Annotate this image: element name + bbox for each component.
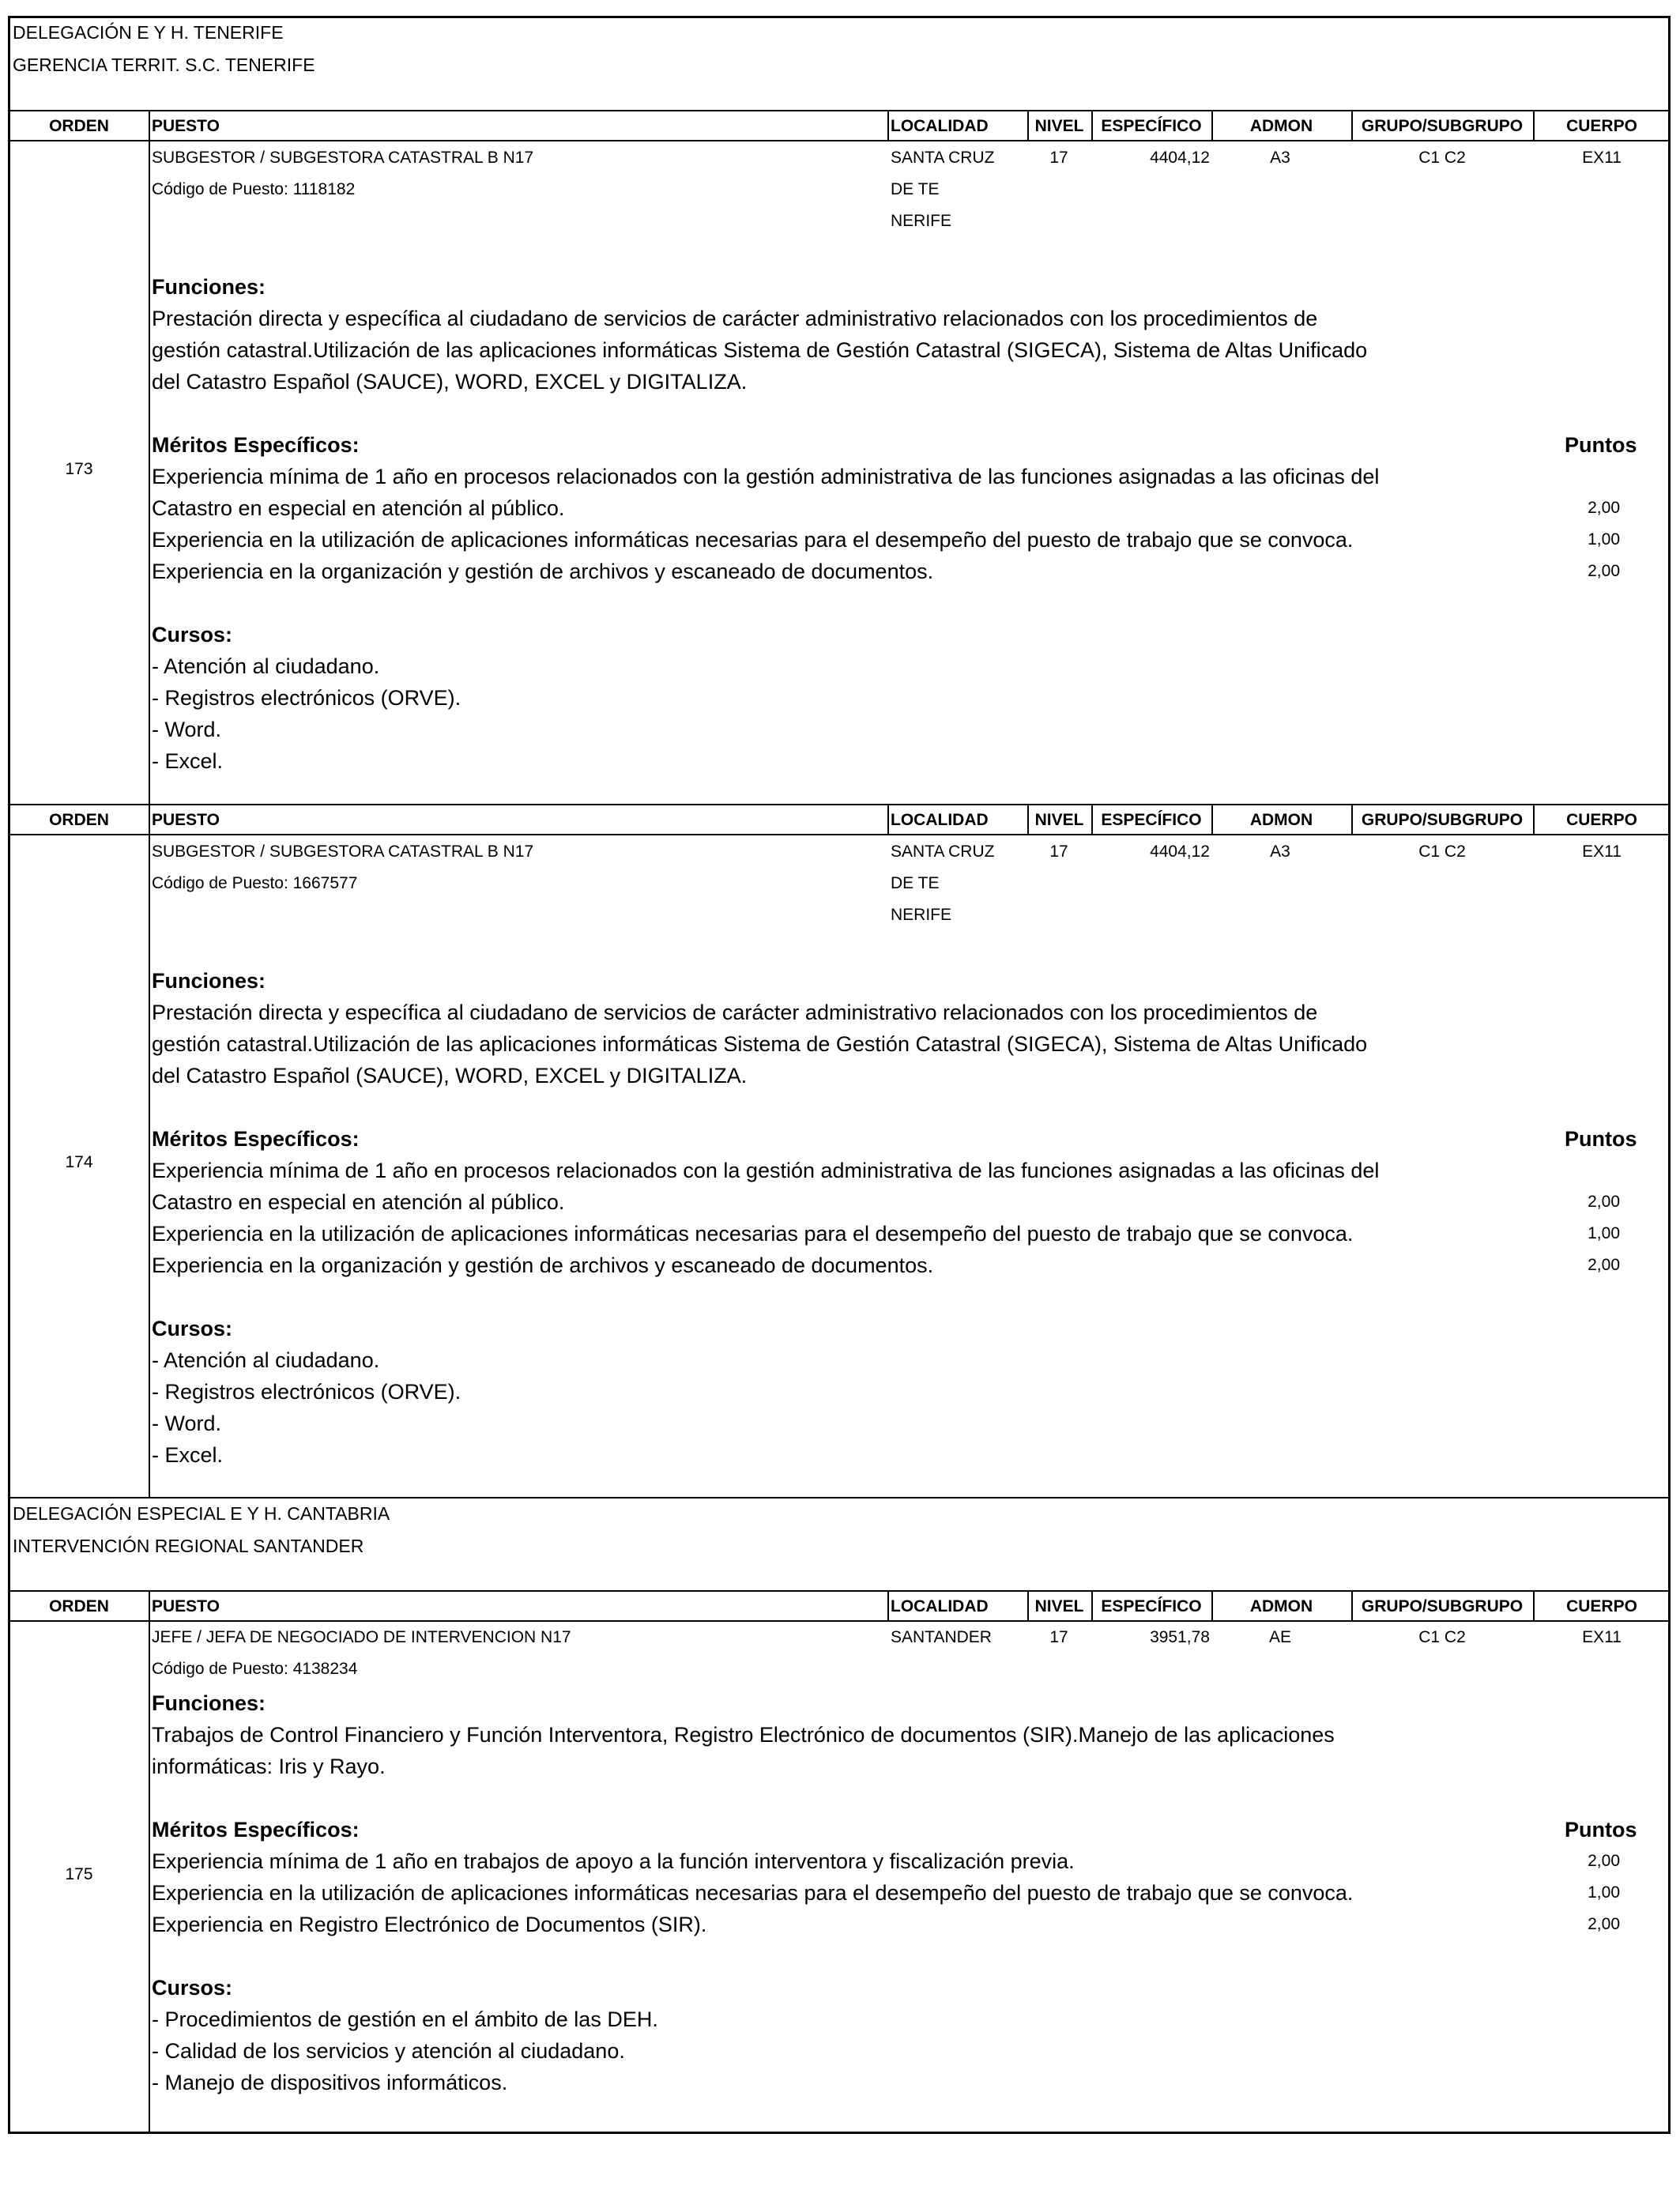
orden-value: 174 — [65, 1153, 93, 1171]
admon-value: A3 — [1270, 149, 1290, 167]
section-title: DELEGACIÓN E Y H. TENERIFE — [13, 22, 284, 43]
header-puesto: PUESTO — [152, 1597, 220, 1615]
funciones-label: Funciones: — [152, 969, 266, 993]
header-grupo: GRUPO/SUBGRUPO — [1361, 811, 1524, 829]
puntos-value: 2,00 — [1588, 1193, 1620, 1211]
puesto-title: SUBGESTOR / SUBGESTORA CATASTRAL B N17 — [152, 843, 534, 861]
merito-line: Experiencia en la utilización de aplicaciones informáticas necesarias para el desempeño del puesto de trabajo que se convoca. — [152, 1881, 1354, 1905]
header-bottom-border — [8, 140, 1671, 141]
especifico-value: 4404,12 — [1150, 149, 1210, 167]
localidad-value: SANTANDER — [891, 1628, 992, 1646]
puntos-value: 2,00 — [1588, 1852, 1620, 1870]
meritos-label: Méritos Específicos: — [152, 1818, 360, 1842]
codigo-puesto: Código de Puesto: 1118182 — [152, 180, 356, 198]
column-divider — [1211, 804, 1213, 834]
column-divider — [1211, 1590, 1213, 1620]
header-cuerpo: CUERPO — [1566, 117, 1637, 135]
section-title: DELEGACIÓN ESPECIAL E Y H. CANTABRIA — [13, 1503, 390, 1524]
funciones-line: Prestación directa y específica al ciudadano de servicios de carácter administrativo relacionados con los procedimientos de — [152, 307, 1318, 330]
header-admon: ADMON — [1249, 117, 1313, 135]
merito-line: Experiencia mínima de 1 año en procesos relacionados con la gestión administrativa de las funciones asignadas a las oficinas del — [152, 465, 1380, 488]
puntos-label: Puntos — [1565, 1818, 1637, 1842]
funciones-line: gestión catastral.Utilización de las aplicaciones informáticas Sistema de Gestión Catastral (SIGECA), Sistema de Altas Unificado — [152, 338, 1368, 362]
meritos-label: Méritos Específicos: — [152, 433, 360, 457]
codigo-puesto: Código de Puesto: 4138234 — [152, 1660, 358, 1678]
merito-line: Catastro en especial en atención al público. — [152, 1190, 565, 1214]
header-nivel: NIVEL — [1034, 117, 1084, 135]
curso-line: - Registros electrónicos (ORVE). — [152, 1380, 461, 1404]
column-divider — [887, 804, 889, 834]
localidad-value: NERIFE — [891, 212, 952, 230]
curso-line: - Word. — [152, 718, 222, 741]
orden-column-divider — [149, 140, 150, 804]
grupo-value: C1 C2 — [1418, 843, 1466, 861]
grupo-value: C1 C2 — [1418, 149, 1466, 167]
header-cuerpo: CUERPO — [1566, 1597, 1637, 1615]
nivel-value: 17 — [1049, 1628, 1068, 1646]
header-top-border — [8, 804, 1671, 805]
header-grupo: GRUPO/SUBGRUPO — [1361, 117, 1524, 135]
funciones-label: Funciones: — [152, 1691, 266, 1715]
puesto-title: SUBGESTOR / SUBGESTORA CATASTRAL B N17 — [152, 149, 534, 167]
puntos-label: Puntos — [1565, 1127, 1637, 1151]
curso-line: - Registros electrónicos (ORVE). — [152, 686, 461, 710]
header-bottom-border — [8, 834, 1671, 835]
cursos-label: Cursos: — [152, 1976, 233, 2000]
cuerpo-value: EX11 — [1582, 1628, 1622, 1646]
header-localidad: LOCALIDAD — [891, 1597, 989, 1615]
header-especifico: ESPECÍFICO — [1101, 1597, 1202, 1615]
cuerpo-value: EX11 — [1582, 843, 1622, 861]
puesto-title: JEFE / JEFA DE NEGOCIADO DE INTERVENCION N17 — [152, 1628, 571, 1646]
puntos-value: 1,00 — [1588, 530, 1620, 548]
puntos-value: 1,00 — [1588, 1224, 1620, 1242]
header-top-border — [8, 110, 1671, 111]
curso-line: - Word. — [152, 1412, 222, 1435]
merito-line: Experiencia en la organización y gestión de archivos y escaneado de documentos. — [152, 560, 934, 583]
admon-value: A3 — [1270, 843, 1290, 861]
merito-line: Experiencia mínima de 1 año en procesos relacionados con la gestión administrativa de las funciones asignadas a las oficinas del — [152, 1159, 1380, 1182]
localidad-value: SANTA CRUZ — [891, 843, 995, 861]
curso-line: - Atención al ciudadano. — [152, 1348, 380, 1372]
header-orden: ORDEN — [49, 811, 109, 829]
localidad-value: SANTA CRUZ — [891, 149, 995, 167]
funciones-line: del Catastro Español (SAUCE), WORD, EXCEL y DIGITALIZA. — [152, 370, 748, 394]
curso-line: - Calidad de los servicios y atención al ciudadano. — [152, 2039, 625, 2063]
merito-line: Catastro en especial en atención al público. — [152, 496, 565, 520]
merito-line: Experiencia en la organización y gestión de archivos y escaneado de documentos. — [152, 1253, 934, 1277]
curso-line: - Manejo de dispositivos informáticos. — [152, 2071, 508, 2094]
puntos-label: Puntos — [1565, 433, 1637, 457]
header-nivel: NIVEL — [1034, 811, 1084, 829]
column-divider — [149, 1590, 150, 1620]
especifico-value: 3951,78 — [1150, 1628, 1210, 1646]
merito-line: Experiencia mínima de 1 año en trabajos de apoyo a la función interventora y fiscalización previa. — [152, 1849, 1075, 1873]
codigo-puesto: Código de Puesto: 1667577 — [152, 874, 358, 892]
column-divider — [1211, 110, 1213, 140]
header-puesto: PUESTO — [152, 117, 220, 135]
header-grupo: GRUPO/SUBGRUPO — [1361, 1597, 1524, 1615]
cursos-label: Cursos: — [152, 1317, 233, 1340]
header-orden: ORDEN — [49, 117, 109, 135]
header-especifico: ESPECÍFICO — [1101, 811, 1202, 829]
merito-line: Experiencia en la utilización de aplicaciones informáticas necesarias para el desempeño del puesto de trabajo que se convoca. — [152, 1222, 1354, 1246]
header-orden: ORDEN — [49, 1597, 109, 1615]
header-nivel: NIVEL — [1034, 1597, 1084, 1615]
section-subtitle: INTERVENCIÓN REGIONAL SANTANDER — [13, 1536, 364, 1556]
column-divider — [149, 110, 150, 140]
header-cuerpo: CUERPO — [1566, 811, 1637, 829]
column-divider — [887, 110, 889, 140]
orden-column-divider — [149, 834, 150, 1497]
header-admon: ADMON — [1249, 811, 1313, 829]
column-divider — [887, 1590, 889, 1620]
orden-value: 175 — [65, 1865, 93, 1883]
merito-line: Experiencia en Registro Electrónico de Documentos (SIR). — [152, 1913, 707, 1936]
puntos-value: 2,00 — [1588, 1256, 1620, 1274]
header-admon: ADMON — [1249, 1597, 1313, 1615]
cuerpo-value: EX11 — [1582, 149, 1622, 167]
funciones-line: informáticas: Iris y Rayo. — [152, 1755, 386, 1778]
curso-line: - Excel. — [152, 749, 224, 773]
curso-line: - Excel. — [152, 1443, 224, 1467]
localidad-value: DE TE — [891, 874, 940, 892]
header-top-border — [8, 1590, 1671, 1592]
funciones-line: Trabajos de Control Financiero y Función Interventora, Registro Electrónico de documentos (SIR).Manejo de las aplicaciones — [152, 1723, 1335, 1747]
orden-value: 173 — [65, 460, 93, 478]
curso-line: - Procedimientos de gestión en el ámbito de las DEH. — [152, 2007, 658, 2031]
funciones-line: gestión catastral.Utilización de las aplicaciones informáticas Sistema de Gestión Catastral (SIGECA), Sistema de Altas Unificado — [152, 1032, 1368, 1056]
especifico-value: 4404,12 — [1150, 843, 1210, 861]
cursos-label: Cursos: — [152, 623, 233, 647]
nivel-value: 17 — [1049, 149, 1068, 167]
localidad-value: DE TE — [891, 180, 940, 198]
section-divider — [8, 1497, 1671, 1498]
puntos-value: 1,00 — [1588, 1883, 1620, 1902]
localidad-value: NERIFE — [891, 906, 952, 924]
header-localidad: LOCALIDAD — [891, 117, 989, 135]
orden-column-divider — [149, 1620, 150, 2132]
puntos-value: 2,00 — [1588, 1915, 1620, 1933]
header-localidad: LOCALIDAD — [891, 811, 989, 829]
meritos-label: Méritos Específicos: — [152, 1127, 360, 1151]
header-especifico: ESPECÍFICO — [1101, 117, 1202, 135]
curso-line: - Atención al ciudadano. — [152, 654, 380, 678]
puntos-value: 2,00 — [1588, 499, 1620, 517]
funciones-line: Prestación directa y específica al ciudadano de servicios de carácter administrativo relacionados con los procedimientos de — [152, 1001, 1318, 1024]
header-puesto: PUESTO — [152, 811, 220, 829]
grupo-value: C1 C2 — [1418, 1628, 1466, 1646]
funciones-label: Funciones: — [152, 275, 266, 299]
column-divider — [149, 804, 150, 834]
puntos-value: 2,00 — [1588, 562, 1620, 580]
admon-value: AE — [1268, 1628, 1291, 1646]
header-bottom-border — [8, 1620, 1671, 1622]
merito-line: Experiencia en la utilización de aplicaciones informáticas necesarias para el desempeño del puesto de trabajo que se convoca. — [152, 528, 1354, 552]
nivel-value: 17 — [1049, 843, 1068, 861]
funciones-line: del Catastro Español (SAUCE), WORD, EXCEL y DIGITALIZA. — [152, 1064, 748, 1088]
section-subtitle: GERENCIA TERRIT. S.C. TENERIFE — [13, 55, 315, 75]
